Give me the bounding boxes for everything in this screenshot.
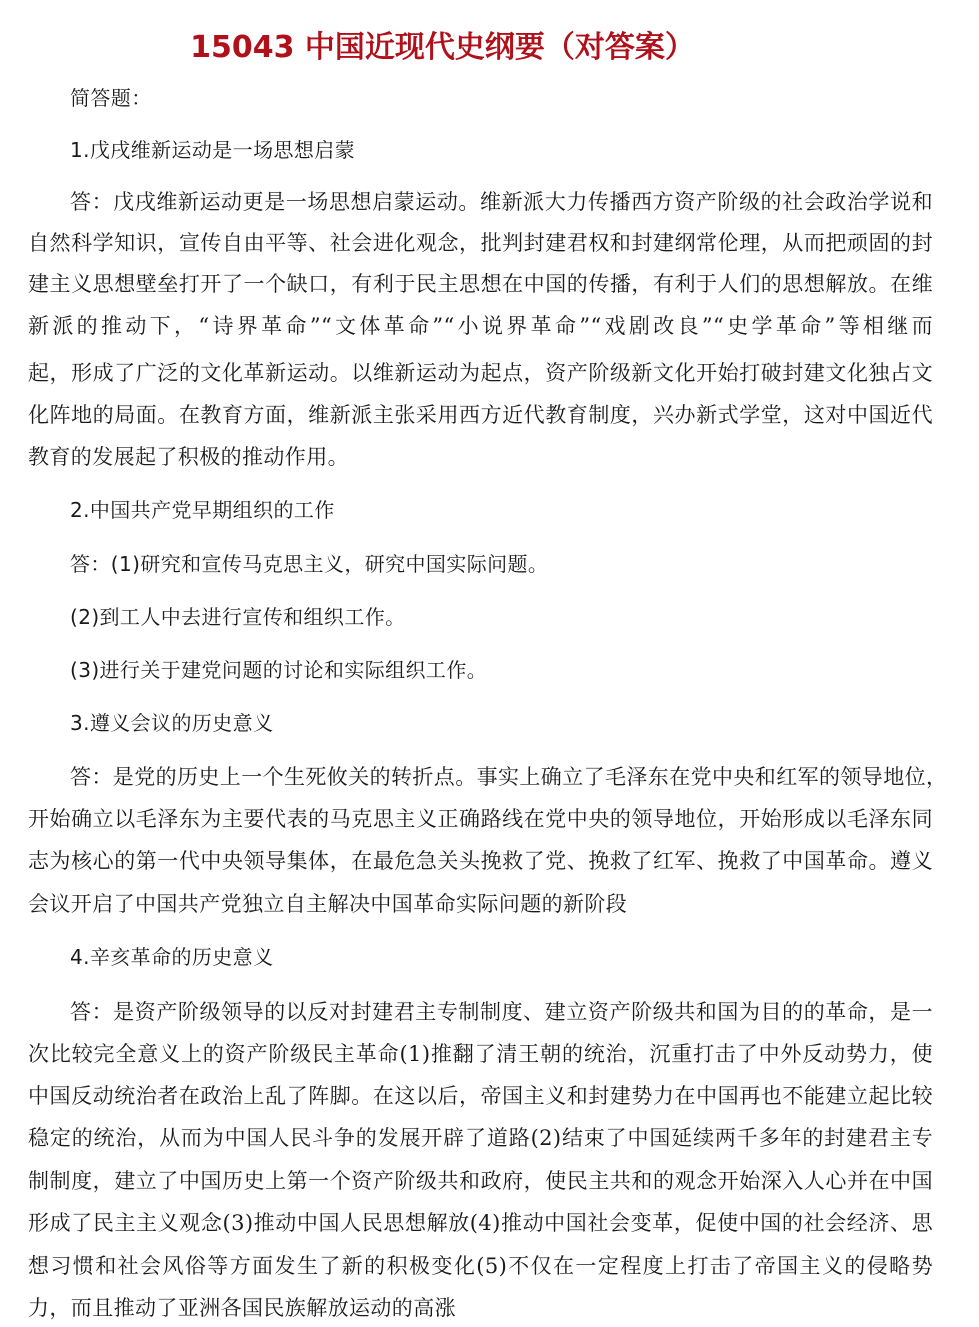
question-heading-4: 4.辛亥革命的历史意义 — [70, 945, 274, 969]
answer-3-line-4: 会议开启了中国共产党独立自主解决中国革命实际问题的新阶段 — [28, 892, 628, 916]
document-title: 15043 中国近现代史纲要（对答案） — [190, 30, 695, 65]
answer-4-line-4: 稳定的统治，从而为中国人民斗争的发展开辟了道路(2)结束了中国延续两千多年的封建君主专 — [28, 1126, 933, 1150]
answer-2-line-3: (3)进行关于建党问题的讨论和实际组织工作。 — [70, 658, 488, 682]
question-heading-1: 1.戊戌维新运动是一场思想启蒙 — [70, 138, 356, 162]
answer-2-line-2: (2)到工人中去进行宣传和组织工作。 — [70, 605, 406, 629]
answer-4-line-1: 答：是资产阶级领导的以反对封建君主专制制度、建立资产阶级共和国为目的的革命，是一 — [70, 1000, 933, 1024]
answer-1-line-4: 新派的推动下，“诗界革命”“文体革命”“小说界革命”“戏剧改良”“史学革命”等相继而 — [28, 314, 933, 338]
answer-1-line-2: 自然科学知识，宣传自由平等、社会进化观念，批判封建君权和封建纲常伦理，从而把顽固的封 — [28, 231, 933, 255]
answer-3-line-1: 答：是党的历史上一个生死攸关的转折点。事实上确立了毛泽东在党中央和红军的领导地位， — [70, 765, 948, 789]
answer-4-line-8: 力，而且推动了亚洲各国民族解放运动的高涨 — [28, 1296, 456, 1320]
answer-1-line-6: 化阵地的局面。在教育方面，维新派主张采用西方近代教育制度，兴办新式学堂，这对中国近代 — [28, 403, 933, 427]
answer-4-line-2: 次比较完全意义上的资产阶级民主革命(1)推翻了清王朝的统治，沉重打击了中外反动势力，使 — [28, 1042, 933, 1066]
answer-3-line-3: 志为核心的第一代中央领导集体，在最危急关头挽救了党、挽救了红军、挽救了中国革命。遵义 — [28, 849, 933, 873]
answer-4-line-5: 制制度，建立了中国历史上第一个资产阶级共和政府，使民主共和的观念开始深入人心并在中国 — [28, 1169, 933, 1193]
answer-1-line-3: 建主义思想壁垒打开了一个缺口，有利于民主思想在中国的传播，有利于人们的思想解放。在维 — [28, 272, 933, 296]
answer-3-line-2: 开始确立以毛泽东为主要代表的马克思主义正确路线在党中央的领导地位，开始形成以毛泽东同 — [28, 807, 933, 831]
answer-1-line-5: 起，形成了广泛的文化革新运动。以维新运动为起点，资产阶级新文化开始打破封建文化独占文 — [28, 361, 933, 385]
answer-2-line-1: 答：(1)研究和宣传马克思主义，研究中国实际问题。 — [70, 552, 549, 576]
answer-4-line-6: 形成了民主主义观念(3)推动中国人民思想解放(4)推动中国社会变革，促使中国的社会经济、思 — [28, 1211, 933, 1235]
section-label: 简答题： — [70, 86, 152, 110]
answer-4-line-7: 想习惯和社会风俗等方面发生了新的积极变化(5)不仅在一定程度上打击了帝国主义的侵略势 — [28, 1254, 933, 1278]
question-heading-3: 3.遵义会议的历史意义 — [70, 711, 274, 735]
answer-1-line-7: 教育的发展起了积极的推动作用。 — [28, 445, 349, 469]
answer-4-line-3: 中国反动统治者在政治上乱了阵脚。在这以后，帝国主义和封建势力在中国再也不能建立起比较 — [28, 1084, 933, 1108]
answer-1-line-1: 答：戊戌维新运动更是一场思想启蒙运动。维新派大力传播西方资产阶级的社会政治学说和 — [70, 190, 933, 214]
question-heading-2: 2.中国共产党早期组织的工作 — [70, 498, 335, 522]
